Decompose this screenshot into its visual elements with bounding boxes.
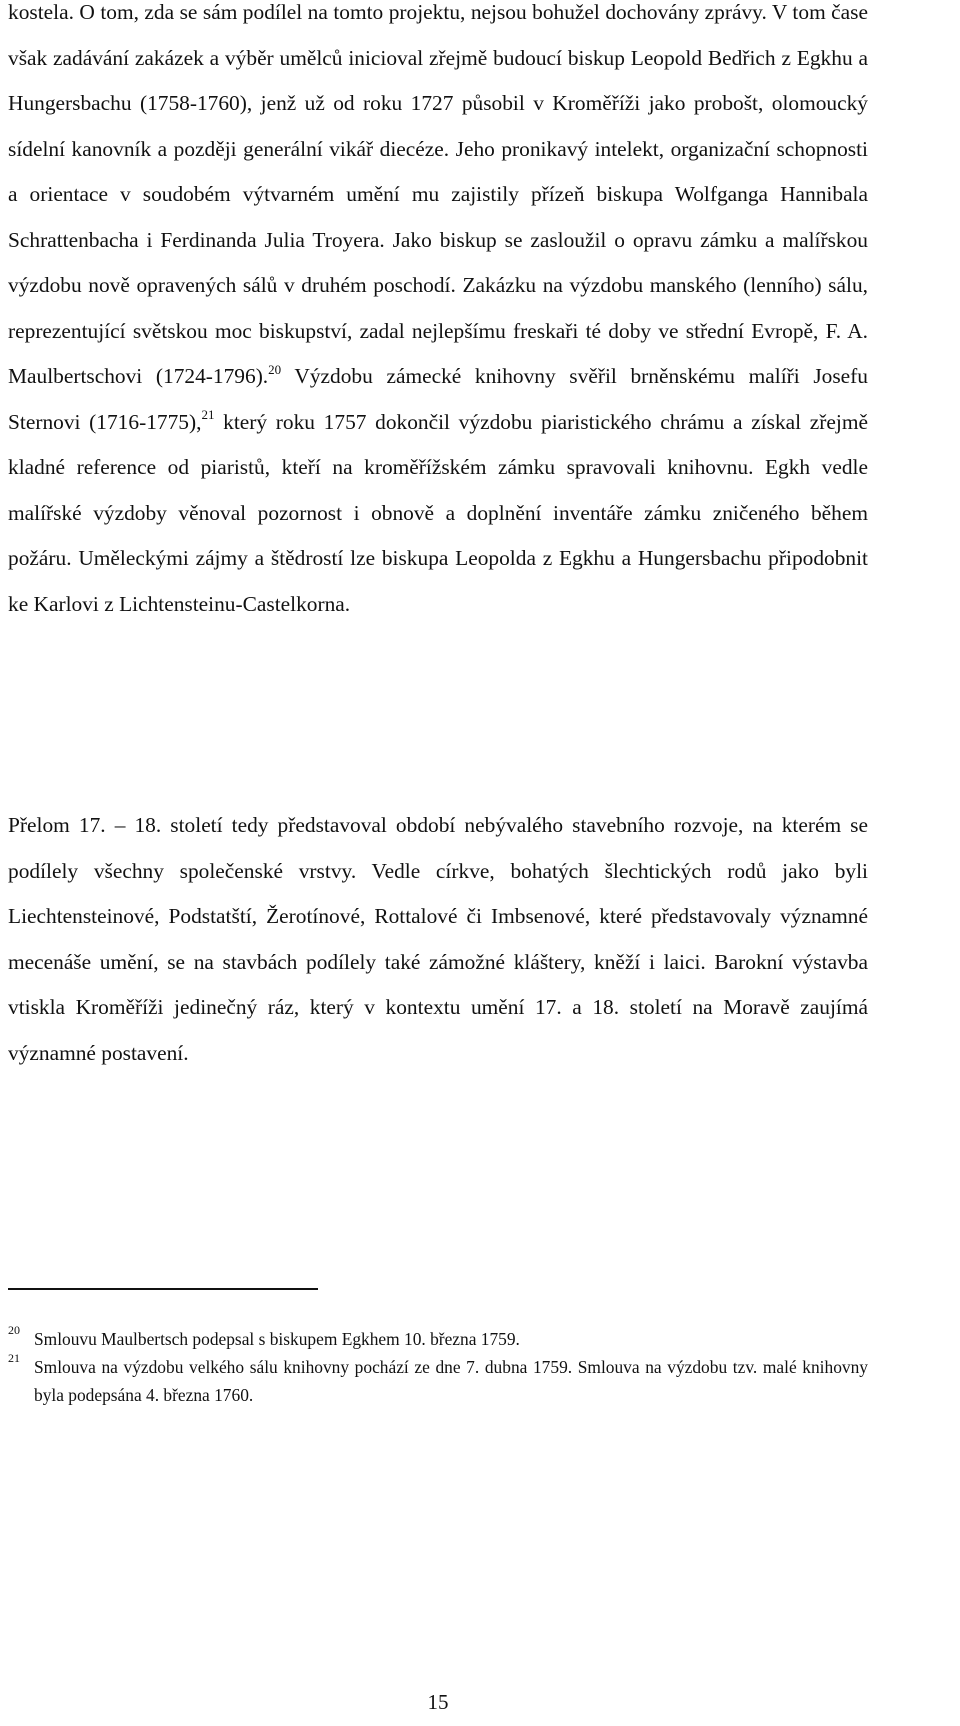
footnote-20	[8, 1325, 868, 1353]
footnote-ref-20: 20	[268, 361, 282, 377]
body-paragraph-1	[8, 0, 868, 627]
footnote-text: Smlouvu Maulbertsch podepsal s biskupem Egkhem 10. března 1759.	[34, 1329, 520, 1349]
paragraph-1-text-c: který roku 1757 dokončil výzdobu piaristického chrámu a získal zřejmě kladné reference od piaristů, kteří na kroměřížském zámku spravovali knihovnu. Egkh vedle malířské výzdoby věnoval pozornost i obnově a doplnění inventáře zámku zničeného během požáru. Uměleckými zájmy a štědrostí lze biskupa Leopolda z Egkhu a Hungersbachu připodobnit ke Karlovi z Lichtensteinu-Castelkorna.	[8, 409, 868, 616]
footnote-number: 21	[8, 1351, 20, 1365]
footnote-21	[8, 1353, 868, 1409]
paragraph-1-text-a: kostela. O tom, zda se sám podílel na tomto projektu, nejsou bohužel dochovány zprávy. V tom čase však zadávání zakázek a výběr umělců inicioval zřejmě budoucí biskup Leopold Bedřich z Egkhu a Hungersbachu (1758-1760), jenž už od roku 1727 působil v Kroměříži jako probošt, olomoucký sídelní kanovník a později generální vikář diecéze. Jeho pronikavý intelekt, organizační schopnosti a orientace v soudobém výtvarném umění mu zajistily přízeň biskupa Wolfganga Hannibala Schrattenbacha i Ferdinanda Julia Troyera. Jako biskup se zasloužil o opravu zámku a malířskou výzdobu nově opravených sálů v druhém poschodí. Zakázku na výzdobu manského (lenního) sálu, reprezentující světskou moc biskupství, zadal nejlepšímu freskaři té doby ve střední Evropě, F. A. Maulbertschovi (1724-1796).	[8, 0, 868, 388]
body-paragraph-2: Přelom 17. – 18. století tedy představoval období nebývalého stavebního rozvoje, na kterém se podílely všechny společenské vrstvy. Vedle církve, bohatých šlechtických rodů jako byli Liechtensteinové, Podstatští, Žerotínové, Rottalové či Imbsenové, které představovaly významné mecenáše umění, se na stavbách podílely také zámožné kláštery, kněží i laici. Barokní výstavba vtiskla Kroměříži jedinečný ráz, který v kontextu umění 17. a 18. století na Moravě zaujímá významné postavení.	[8, 813, 868, 1065]
footnote-separator	[8, 1288, 318, 1290]
footnote-number: 20	[8, 1323, 20, 1337]
footnote-ref-21: 21	[201, 407, 215, 423]
paragraph-1-text-b: Výzdobu zámecké knihovny svěřil brněnskému malíři Josefu Sternovi (1716-1775),	[8, 364, 868, 434]
page-number: 15	[427, 1690, 449, 1714]
footnote-text: Smlouva na výzdobu velkého sálu knihovny pochází ze dne 7. dubna 1759. Smlouva na výzdobu tzv. malé knihovny byla podepsána 4. března 1760.	[34, 1357, 868, 1405]
footnotes	[8, 1325, 868, 1409]
